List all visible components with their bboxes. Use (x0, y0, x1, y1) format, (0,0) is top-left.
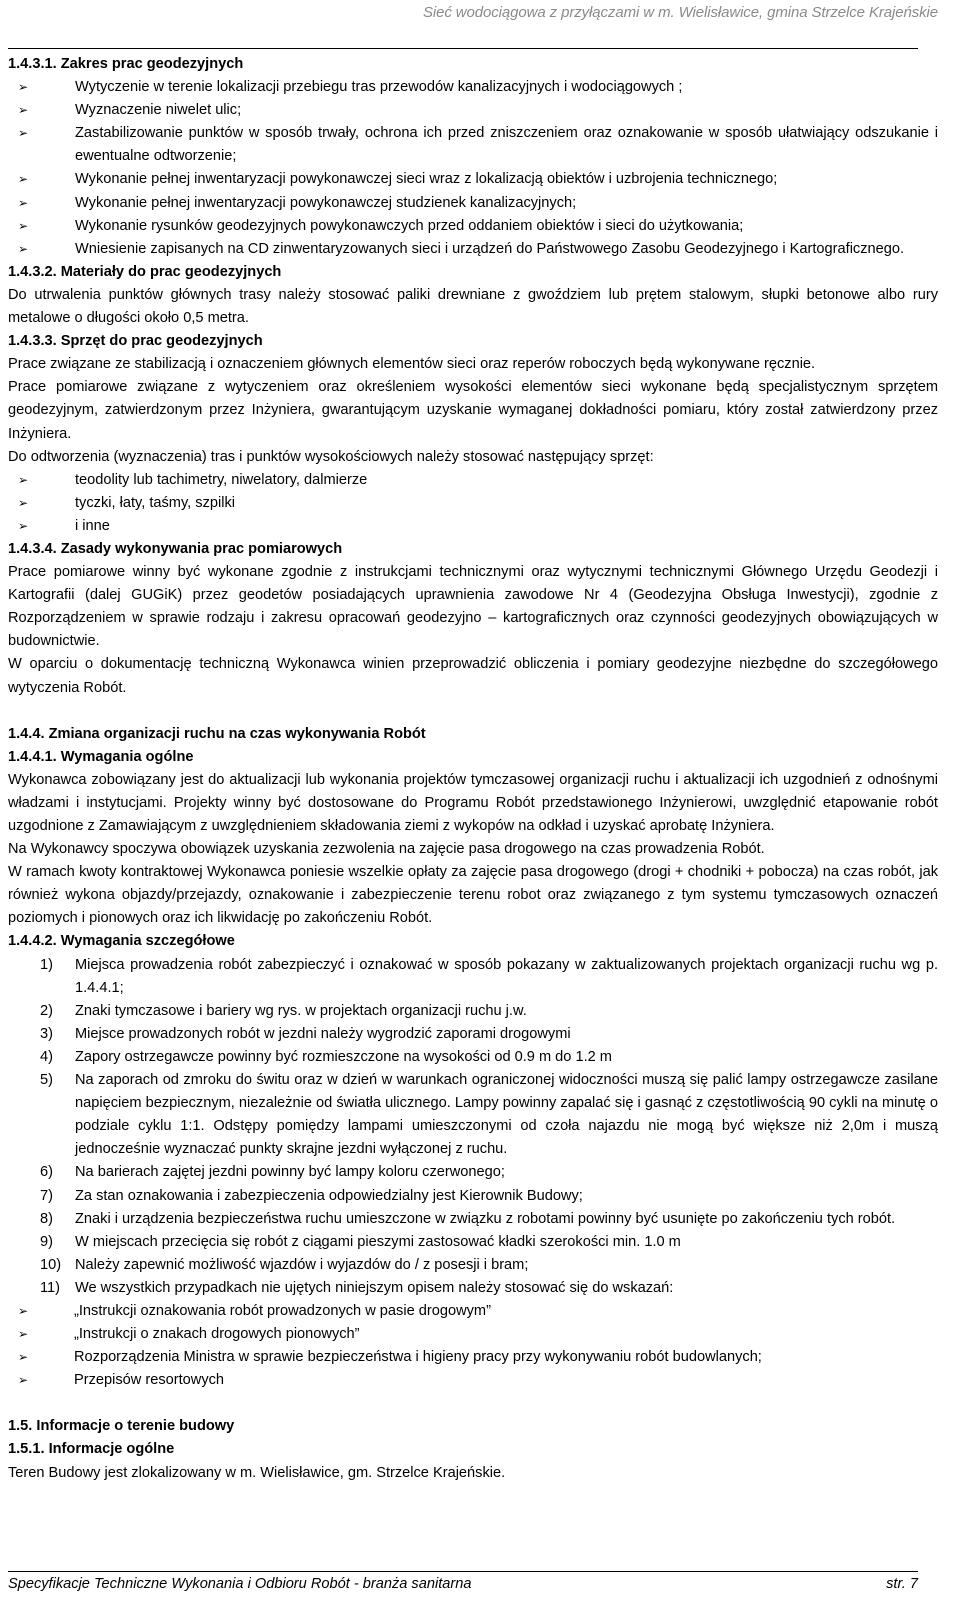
section-number: 1.4.4. (8, 725, 45, 742)
section-heading-15 (8, 1415, 938, 1438)
list-item: ➢ Wytyczenie w terenie lokalizacji przebiegu tras przewodów kanalizacyjnych i wodociągowych ; (8, 76, 938, 99)
section-title: Wymagania ogólne (60, 748, 194, 765)
item-number: 3) (40, 1025, 53, 1042)
section-number: 1.4.4.2. (8, 933, 57, 950)
section-title: Zakres prac geodezyjnych (60, 56, 244, 72)
item-number: 8) (40, 1210, 53, 1227)
item-number: 11) (40, 1279, 61, 1296)
item-text: W miejscach przecięcia się robót z ciągami pieszymi zastosować kładki szerokości min. 1.0 m (75, 1233, 681, 1250)
section-heading-151 (8, 1438, 938, 1461)
item-text: Na zaporach od zmroku do świtu oraz w dzień w warunkach ograniczonej widoczności muszą się palić lampy ostrzegawcze zasilane napięciem bezpiecznym, niezależnie od światła ulicznego. Lampy powinny zapalać się i gasnąć z częstotliwością 90 cykli na minutę o podziale cyklu 1:1. Odstępy pomiędzy lampami umieszczonymi od czoła najazdu nie mogą być większe niż 2,0m i muszą jednocześnie wyznaczać punkty skrajne jezdni wyłączonej z ruchu. (75, 1072, 938, 1158)
item-text: Znaki tymczasowe i bariery wg rys. w projektach organizacji ruchu j.w. (75, 1002, 527, 1019)
paragraph: Do utrwalenia punktów głównych trasy należy stosować paliki drewniane z gwoździem lub prętem stalowym, słupki betonowe albo rury metalowe o długości około 0,5 metra. (8, 286, 938, 327)
section-heading-1442 (8, 930, 938, 953)
list-item: ➢ Wykonanie rysunków geodezyjnych powykonawczych przed oddaniem obiektów i sieci do użytkowania; (8, 215, 938, 238)
list-item: ➢ Przepisów resortowych (8, 1369, 938, 1392)
header-title: Sieć wodociągowa z przyłączami w m. Wielisławice, gmina Strzelce Krajeńskie (422, 4, 938, 21)
section-title: Wymagania szczegółowe (60, 933, 235, 950)
paragraph: Prace związane ze stabilizacją i oznaczeniem głównych elementów sieci oraz reperów roboczych będą wykonywane ręcznie. (8, 356, 816, 373)
paragraph: Na Wykonawcy spoczywa obowiązek uzyskania zezwolenia na zajęcie pasa drogowego na czas prowadzenia Robót. (8, 841, 765, 858)
section-number: 1.5. (8, 1418, 33, 1435)
list-item (8, 1254, 938, 1277)
paragraph: W oparciu o dokumentację techniczną Wykonawca winien przeprowadzić obliczenia i pomiary geodezyjne niezbędne do szczegółowego wytyczenia Robót. (8, 656, 938, 696)
list-item (8, 1046, 938, 1069)
section-title: Informacje o terenie budowy (36, 1418, 235, 1435)
item-text: Należy zapewnić możliwość wjazdów i wyjazdów do / z posesji i bram; (75, 1256, 529, 1273)
item-number: 4) (40, 1048, 53, 1065)
list-item: ➢ teodolity lub tachimetry, niwelatory, dalmierze (8, 469, 938, 492)
list-item (8, 1023, 938, 1046)
section-heading-1433 (8, 330, 938, 353)
section-number: 1.4.3.2. (8, 263, 57, 280)
blank-line (8, 700, 938, 723)
list-item: ➢ i inne (8, 515, 938, 538)
paragraph: Prace pomiarowe związane z wytyczeniem oraz określeniem wysokości elementów sieci wykonane będą specjalistycznym sprzętem geodezyjnym, zatwierdzonym przez Inżyniera, gwarantującym uzyskanie wymaganej dokładności pomiaru, który został zatwierdzony przez Inżyniera. (8, 379, 938, 442)
document-body (8, 53, 938, 1485)
item-text: Zapory ostrzegawcze powinny być rozmieszczone na wysokości od 0.9 m do 1.2 m (75, 1048, 612, 1065)
paragraph: Teren Budowy jest zlokalizowany w m. Wielisławice, gm. Strzelce Krajeńskie. (8, 1464, 506, 1481)
list-item: ➢ Wykonanie pełnej inwentaryzacji powykonawczej studzienek kanalizacyjnych; (8, 192, 938, 215)
section-number: 1.4.4.1. (8, 748, 57, 765)
section-heading-1431 (8, 53, 938, 76)
item-text: Na barierach zajętej jezdni powinny być lampy koloru czerwonego; (75, 1164, 505, 1181)
item-text: Za stan oznakowania i zabezpieczenia odpowiedzialny jest Kierownik Budowy; (75, 1187, 583, 1204)
item-number: 9) (40, 1233, 53, 1250)
section-heading-144 (8, 723, 938, 746)
paragraph: W ramach kwoty kontraktowej Wykonawca poniesie wszelkie opłaty za zajęcie pasa drogowego (drogi + chodniki + pobocza) na czas robót, jak również wykona objazdy/przejazdy, oznakowanie i zabezpieczenie terenu robot oraz związanego z tym systemu tymczasowych oznaczeń poziomych i pionowych oraz ich likwidację po zakończeniu Robót. (8, 864, 938, 927)
item-text: We wszystkich przypadkach nie ujętych niniejszym opisem należy stosować się do wskazań: (75, 1279, 674, 1296)
section-title: Zmiana organizacji ruchu na czas wykonywania Robót (48, 725, 426, 742)
list-item: ➢ Rozporządzenia Ministra w sprawie bezpieczeństwa i higieny pracy przy wykonywaniu robót budowlanych; (8, 1346, 938, 1369)
item-text: Miejsca prowadzenia robót zabezpieczyć i oznakować w sposób pokazany w zaktualizowanych projektach organizacji ruchu wg p. 1.4.4.1; (75, 956, 938, 996)
section-title: Zasady wykonywania prac pomiarowych (60, 540, 343, 557)
section-number: 1.5.1. (8, 1441, 45, 1458)
item-number: 7) (40, 1187, 53, 1204)
list-item: ➢ „Instrukcji oznakowania robót prowadzonych w pasie drogowym” (8, 1300, 938, 1323)
section-heading-1441 (8, 746, 938, 769)
item-number: 10) (40, 1256, 62, 1273)
item-number: 5) (40, 1072, 53, 1089)
paragraph: Prace pomiarowe winny być wykonane zgodnie z instrukcjami technicznymi oraz wytycznymi technicznymi Głównego Urzędu Geodezji i Kartografii (dalej GUGiK) przez geodetów posiadających uprawnienia zawodowe Nr 4 (Geodezyjna Obsługa Inwestycji), zgodnie z Rozporządzeniem w sprawie rodzaju i zakresu opracowań geodezyjno – kartograficznych oraz czynności geodezyjnych obowiązujących w budownictwie. (8, 564, 938, 650)
item-number: 2) (40, 1002, 53, 1019)
list-item (8, 1185, 938, 1208)
section-heading-1434 (8, 538, 938, 561)
footer-divider (8, 1571, 918, 1572)
section-title: Sprzęt do prac geodezyjnych (60, 333, 263, 350)
paragraph: Wykonawca zobowiązany jest do aktualizacji lub wykonania projektów tymczasowej organizacji ruchu i aktualizacji ich uzgodnień z odnośnymi władzami i instytucjami. Projekty winny być dostosowane do Programu Robót przedstawionego Inżynierowi, uwzględnić etapowanie robót uzgodnione z Zamawiającym z uwzględnieniem składowania ziemi z wykopów na odkład i uzyskać aprobatę Inżyniera. (8, 771, 938, 834)
list-item (8, 1208, 938, 1231)
list-item (8, 1231, 938, 1254)
list-item: ➢ Wniesienie zapisanych na CD zinwentaryzowanych sieci i urządzeń do Państwowego Zasobu Geodezyjnego i Kartograficznego. (8, 238, 938, 261)
footer-document-title: Specyfikacje Techniczne Wykonania i Odbioru Robót - branża sanitarna (8, 1576, 472, 1592)
item-number: 1) (40, 956, 53, 973)
section-number: 1.4.3.3. (8, 333, 57, 350)
list-item (8, 954, 938, 1000)
section-heading-1432 (8, 261, 938, 284)
page-number: str. 7 (886, 1576, 918, 1592)
list-item (8, 1277, 938, 1300)
numbered-list-requirements (8, 954, 938, 1300)
bullet-list-regulations (8, 1300, 938, 1392)
list-item: ➢ tyczki, łaty, taśmy, szpilki (8, 492, 938, 515)
page-header (0, 0, 960, 34)
list-item: ➢ „Instrukcji o znakach drogowych pionowych” (8, 1323, 938, 1346)
item-number: 6) (40, 1164, 53, 1181)
item-text: Miejsce prowadzonych robót w jezdni należy wygrodzić zaporami drogowymi (75, 1025, 571, 1042)
list-item: ➢ Wyznaczenie niwelet ulic; (8, 99, 938, 122)
bullet-list-geodetic-scope (8, 76, 938, 261)
list-item: ➢ Zastabilizowanie punktów w sposób trwały, ochrona ich przed zniszczeniem oraz oznakowanie w sposób ułatwiający odszukanie i ewentualne odtworzenie; (8, 122, 938, 168)
paragraph: Do odtworzenia (wyznaczenia) tras i punktów wysokościowych należy stosować następujący sprzęt: (8, 448, 654, 465)
section-title: Informacje ogólne (48, 1441, 175, 1458)
list-item (8, 1069, 938, 1161)
section-number: 1.4.3.1. (8, 56, 57, 72)
blank-line (8, 1392, 938, 1415)
section-number: 1.4.3.4. (8, 540, 57, 557)
item-text: Znaki i urządzenia bezpieczeństwa ruchu umieszczone w związku z robotami powinny być usunięte po zakończeniu tych robót. (75, 1210, 896, 1227)
bullet-list-equipment (8, 469, 938, 538)
list-item: ➢ Wykonanie pełnej inwentaryzacji powykonawczej sieci wraz z lokalizacją obiektów i uzbrojenia technicznego; (8, 168, 938, 191)
header-divider (8, 48, 918, 49)
page-footer (0, 1568, 960, 1609)
list-item (8, 1161, 938, 1184)
list-item (8, 1000, 938, 1023)
section-title: Materiały do prac geodezyjnych (60, 263, 282, 280)
